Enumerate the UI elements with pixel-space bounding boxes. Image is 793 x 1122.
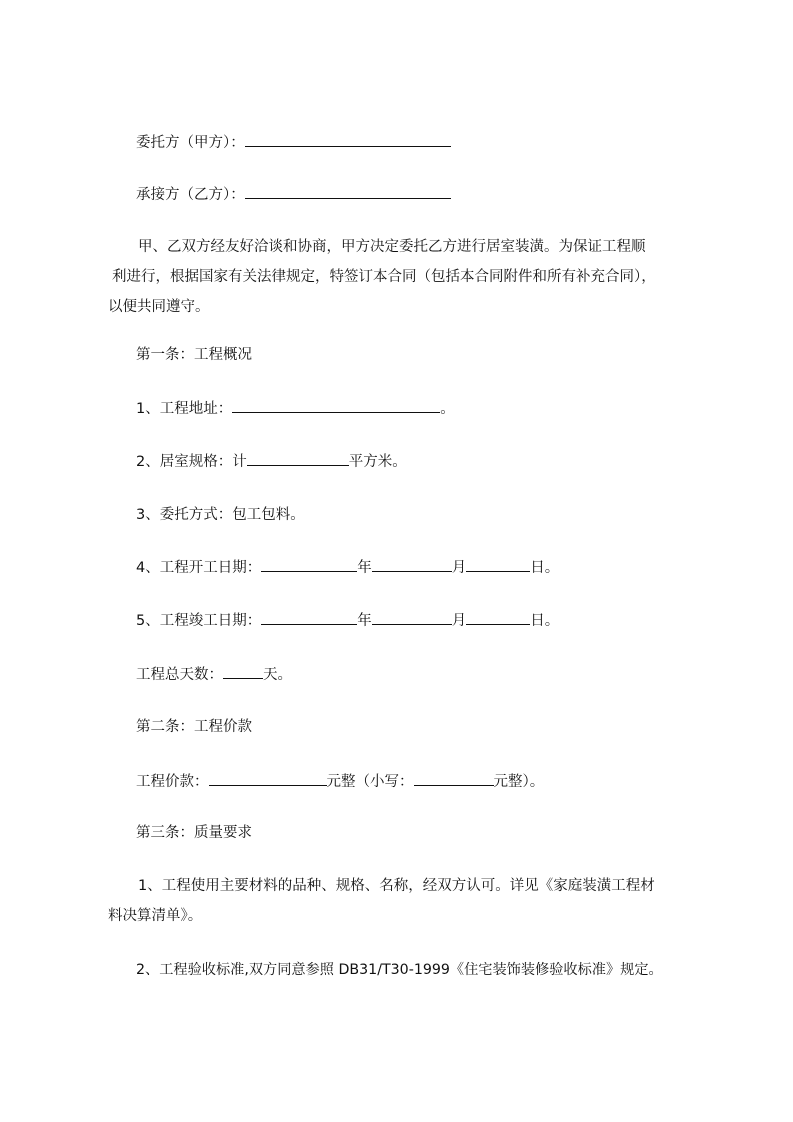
price-mid: 元整（小写： <box>326 774 414 790</box>
quality-item-1-line-2: 料决算清单》。 <box>108 908 203 924</box>
year-label: 年 <box>357 613 372 629</box>
party-a-field[interactable] <box>245 132 451 147</box>
size-line <box>136 451 407 472</box>
price-label: 工程价款： <box>136 774 209 790</box>
day-label: 日。 <box>530 560 560 576</box>
end-year-field[interactable] <box>261 610 357 625</box>
start-date-label: 4、工程开工日期： <box>136 560 262 576</box>
price-suffix: 元整）。 <box>493 774 545 790</box>
intro-line-1: 甲、乙双方经友好洽谈和协商，甲方决定委托乙方进行居室装潢。为保证工程顺 <box>138 239 646 255</box>
start-day-field[interactable] <box>466 557 530 572</box>
day-label: 日。 <box>530 613 560 629</box>
quality-item-1-line-1: 1、工程使用主要材料的品种、规格、名称，经双方认可。详见《家庭装潢工程材 <box>138 878 655 894</box>
end-day-field[interactable] <box>466 610 530 625</box>
start-date-line <box>136 557 559 578</box>
start-year-field[interactable] <box>261 557 357 572</box>
total-days-line <box>136 664 292 685</box>
total-days-label: 工程总天数： <box>136 667 223 683</box>
price-field[interactable] <box>209 771 327 786</box>
total-days-suffix: 天。 <box>263 667 292 683</box>
month-label: 月 <box>451 560 467 576</box>
article-2-title: 第二条：工程价款 <box>136 719 252 735</box>
intro-line-3: 以便共同遵守。 <box>108 299 210 315</box>
end-date-line <box>136 610 559 631</box>
article-1-title: 第一条：工程概况 <box>136 347 252 363</box>
article-3-title: 第三条：质量要求 <box>136 825 252 841</box>
end-month-field[interactable] <box>372 610 452 625</box>
total-days-field[interactable] <box>223 664 263 679</box>
method-line: 3、委托方式：包工包料。 <box>136 507 305 523</box>
party-b-label: 承接方（乙方）： <box>136 187 245 203</box>
quality-item-1 <box>108 871 720 931</box>
size-label: 2、居室规格：计 <box>136 454 247 470</box>
start-month-field[interactable] <box>372 557 452 572</box>
month-label: 月 <box>451 613 467 629</box>
party-b-field[interactable] <box>245 184 451 199</box>
intro-line-2: 利进行，根据国家有关法律规定，特签订本合同（包括本合同附件和所有补充合同）， <box>112 269 656 285</box>
quality-item-2: 2、工程验收标准,双方同意参照 DB31/T30-1999《住宅装饰装修验收标准》规定。 <box>136 962 663 978</box>
address-label: 1、工程地址： <box>136 401 233 417</box>
year-label: 年 <box>357 560 372 576</box>
size-field[interactable] <box>247 451 349 466</box>
end-date-label: 5、工程竣工日期： <box>136 613 262 629</box>
price-line <box>136 771 544 792</box>
price-small-field[interactable] <box>414 771 494 786</box>
party-a-label: 委托方（甲方）： <box>136 135 245 151</box>
address-field[interactable] <box>232 398 440 413</box>
party-b-line <box>136 184 451 205</box>
address-line <box>136 398 455 419</box>
intro-paragraph <box>108 232 720 322</box>
address-suffix: 。 <box>440 401 455 417</box>
party-a-line <box>136 132 451 153</box>
size-suffix: 平方米。 <box>348 454 407 470</box>
